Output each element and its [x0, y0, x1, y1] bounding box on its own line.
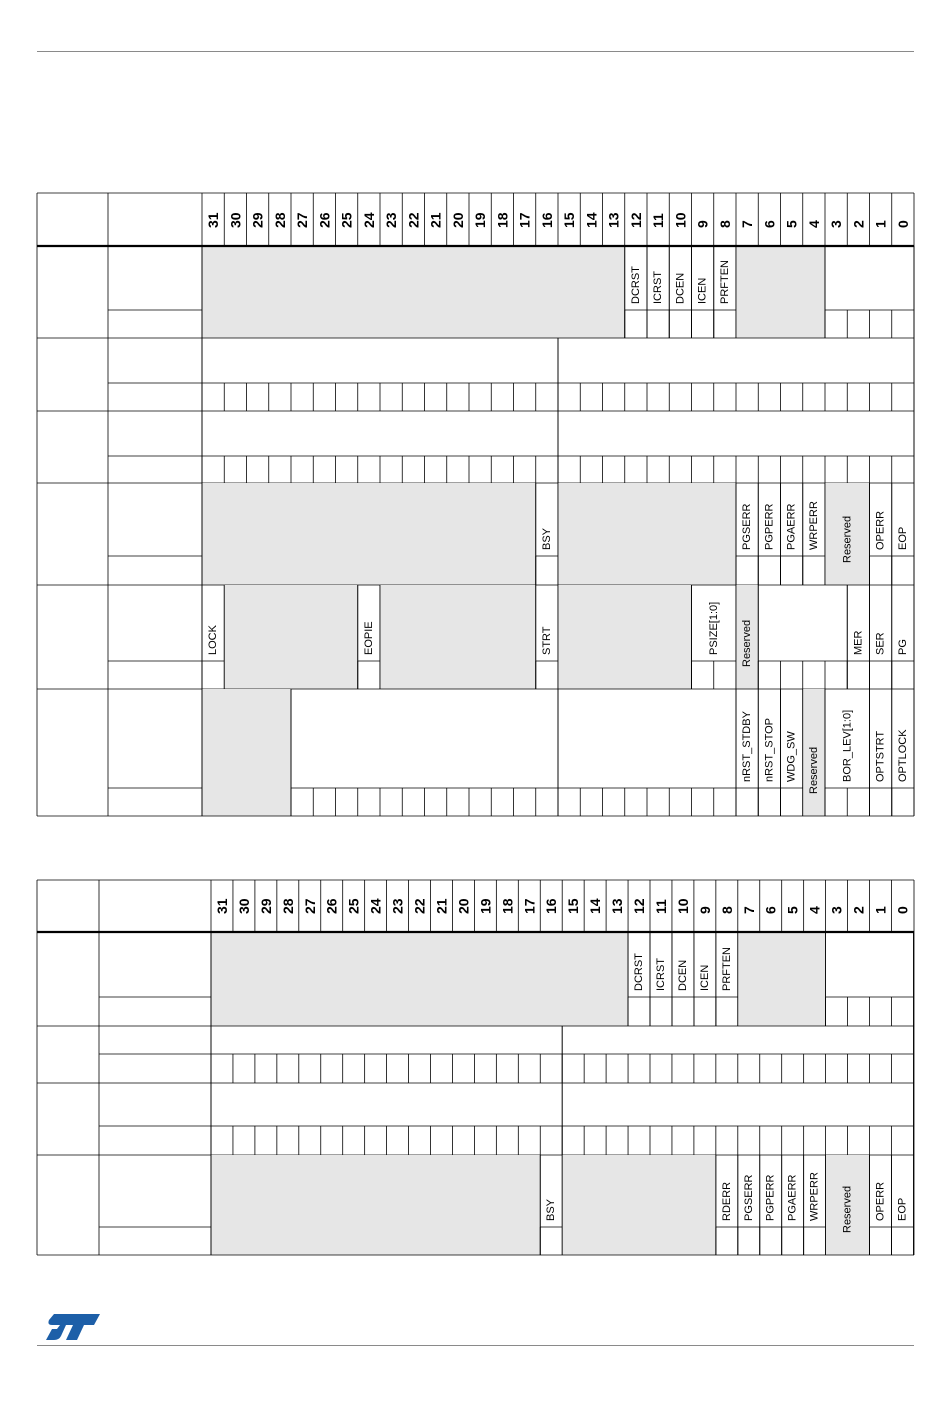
bit-number-label: 16 [543, 898, 560, 914]
bit-number-label: 30 [227, 212, 244, 228]
bit-number-label: 17 [521, 898, 538, 914]
field-label: DCRST [629, 266, 642, 304]
bit-number-label: 28 [279, 898, 296, 914]
bit-number-label: 8 [716, 220, 733, 228]
bit-number-label: 29 [249, 212, 266, 228]
field-label: WRPERR [807, 501, 820, 550]
reserved-field [202, 483, 536, 585]
bit-number-label: 27 [294, 212, 311, 228]
field-label: Reserved [841, 515, 854, 563]
bit-number-label: 22 [405, 212, 422, 228]
bit-number-label: 18 [499, 898, 516, 914]
bit-number-label: 9 [696, 906, 713, 914]
field-label: EOP [896, 526, 909, 550]
field-label: ICEN [696, 277, 709, 304]
field-label: PG [896, 639, 909, 655]
bit-number-label: 7 [740, 906, 757, 914]
field-label: PGSERR [741, 503, 754, 550]
bit-number-label: 27 [301, 898, 318, 914]
bit-number-label: 4 [805, 220, 822, 228]
bit-number-label: 7 [739, 220, 756, 228]
bit-number-label: 11 [652, 899, 669, 914]
bit-number-label: 14 [583, 212, 600, 228]
bit-number-label: 25 [345, 898, 362, 914]
bit-number-label: 5 [783, 220, 800, 228]
bit-number-label: 1 [872, 220, 889, 228]
bit-number-label: 4 [806, 906, 823, 914]
field-label: PRFTEN [720, 947, 733, 991]
reserved-field [202, 246, 625, 338]
field-label: PRFTEN [718, 260, 731, 304]
st-logo-icon [44, 1312, 102, 1342]
bit-number-label: 17 [516, 212, 533, 228]
field-label: WDG_SW [785, 731, 798, 782]
bit-number-label: 15 [561, 212, 578, 228]
reserved-field [562, 1155, 716, 1255]
field-label: WRPERR [808, 1172, 821, 1221]
bit-number-label: 13 [605, 212, 622, 228]
bit-number-label: 19 [472, 212, 489, 228]
reserved-field [736, 246, 825, 338]
bit-number-label: 9 [694, 220, 711, 228]
field-label: PGAERR [786, 1174, 799, 1221]
bit-number-label: 23 [389, 898, 406, 914]
bit-number-label: 16 [538, 212, 555, 228]
bit-number-label: 21 [427, 212, 444, 228]
field-label: BSY [540, 527, 553, 550]
bit-number-label: 21 [433, 898, 450, 914]
field-label: ICEN [698, 964, 711, 991]
field-label: ICRST [652, 271, 665, 304]
reserved-field [380, 585, 536, 689]
bit-number-label: 23 [383, 212, 400, 228]
bit-number-label: 11 [650, 213, 667, 228]
reserved-field [202, 689, 291, 816]
field-label: DCEN [676, 959, 689, 991]
bit-number-label: 3 [828, 906, 845, 914]
reserved-field [738, 932, 826, 1026]
bit-number-label: 31 [205, 212, 222, 228]
bit-number-label: 20 [449, 212, 466, 228]
reserved-field [211, 932, 628, 1026]
bit-number-label: 3 [828, 220, 845, 228]
field-label: OPERR [874, 1181, 887, 1221]
field-label: Reserved [741, 619, 754, 667]
field-label: PGAERR [785, 503, 798, 550]
field-label: ICRST [654, 958, 667, 991]
field-label: STRT [540, 626, 553, 655]
field-label: RDERR [720, 1181, 733, 1221]
bit-number-label: 6 [762, 906, 779, 914]
field-label: DCEN [674, 272, 687, 304]
field-label: PGPERR [764, 1174, 777, 1221]
field-label: SER [874, 632, 887, 655]
field-label: PGSERR [742, 1174, 755, 1221]
bit-number-label: 6 [761, 220, 778, 228]
field-label: EOPIE [362, 621, 375, 655]
field-label: nRST_STDBY [741, 711, 754, 782]
field-label: EOP [896, 1197, 909, 1221]
bit-number-label: 0 [894, 906, 911, 914]
field-label: Reserved [841, 1185, 854, 1233]
bit-number-label: 31 [213, 898, 230, 914]
field-label: OPTLOCK [896, 729, 909, 782]
bit-number-label: 8 [718, 906, 735, 914]
bit-number-label: 26 [316, 212, 333, 228]
bit-number-label: 18 [494, 212, 511, 228]
bit-number-label: 30 [235, 898, 252, 914]
field-label: OPERR [874, 510, 887, 550]
bit-number-label: 0 [894, 220, 911, 228]
field-label: BOR_LEV[1:0] [841, 709, 854, 782]
bit-number-label: 1 [872, 906, 889, 914]
field-label: Reserved [807, 746, 820, 794]
field-label: PGPERR [763, 503, 776, 550]
field-label: LOCK [207, 625, 220, 655]
bit-number-label: 25 [338, 212, 355, 228]
reserved-field [558, 483, 736, 585]
field-label: OPTSTRT [874, 730, 887, 782]
bit-number-label: 2 [850, 906, 867, 914]
bit-number-label: 13 [609, 898, 626, 914]
bit-number-label: 12 [627, 212, 644, 228]
bit-number-label: 29 [257, 898, 274, 914]
bit-number-label: 24 [360, 212, 377, 228]
bit-number-label: 5 [784, 906, 801, 914]
bit-number-label: 14 [587, 898, 604, 914]
bit-number-label: 28 [271, 212, 288, 228]
bit-number-label: 19 [477, 898, 494, 914]
bit-number-label: 15 [565, 898, 582, 914]
bit-number-label: 26 [323, 898, 340, 914]
field-label: DCRST [633, 953, 646, 991]
bit-number-label: 10 [672, 212, 689, 228]
bit-number-label: 22 [411, 898, 428, 914]
bit-number-label: 24 [367, 898, 384, 914]
field-label: nRST_STOP [763, 718, 776, 782]
bit-number-label: 2 [850, 220, 867, 228]
reserved-field [558, 585, 692, 689]
bit-number-label: 12 [631, 898, 648, 914]
field-label: MER [852, 630, 865, 655]
reserved-field [211, 1155, 540, 1255]
bit-number-label: 10 [674, 898, 691, 914]
field-label: PSIZE[1:0] [707, 601, 720, 655]
field-label: BSY [545, 1198, 558, 1221]
bit-number-label: 20 [455, 898, 472, 914]
reserved-field [224, 585, 358, 689]
